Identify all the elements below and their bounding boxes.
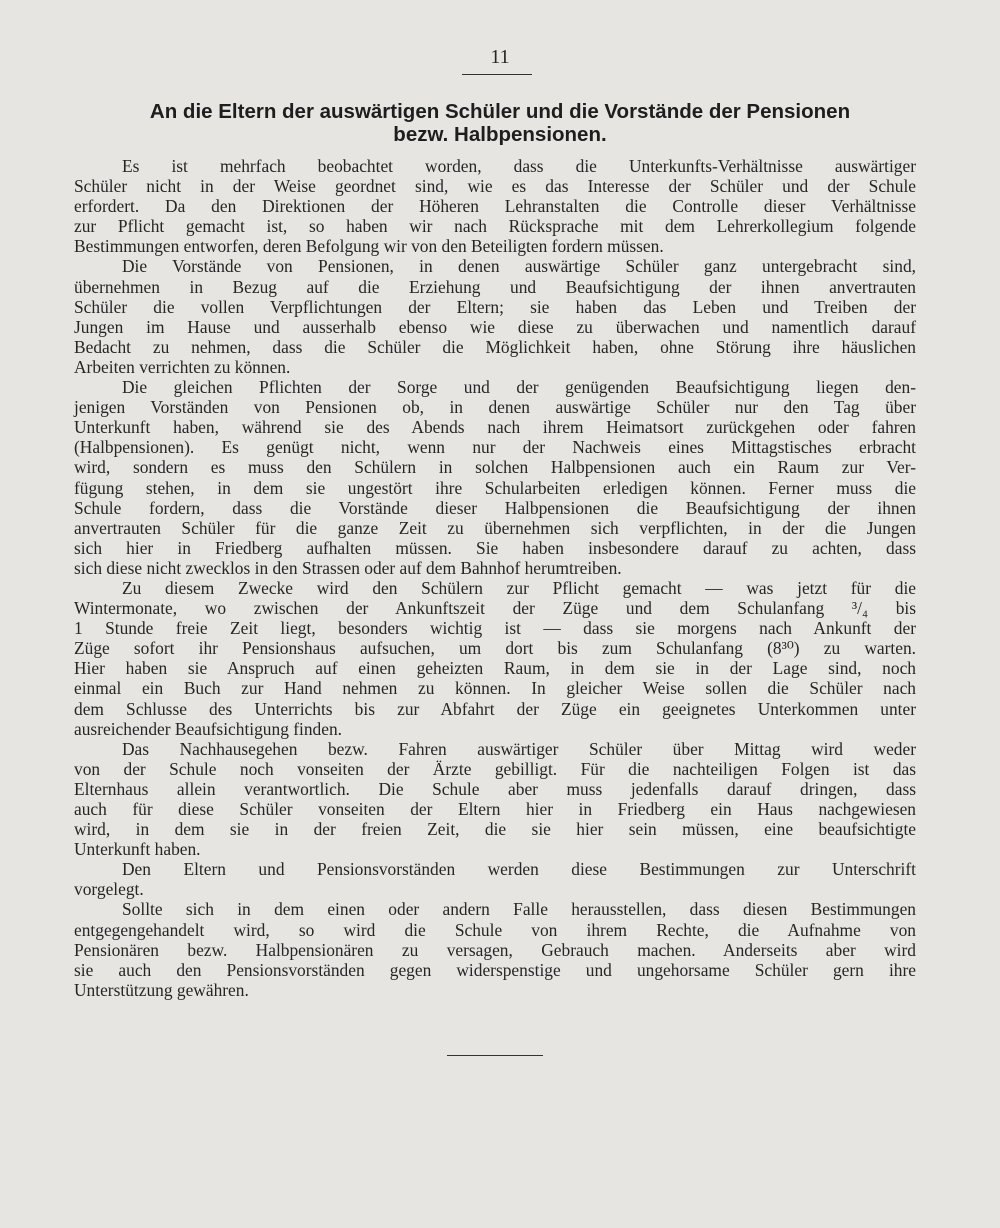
text-line: zur Pflicht gemacht ist, so haben wir nach Rücksprache mit dem Lehrerkollegium folgende — [74, 216, 916, 237]
text-line: fügung stehen, in dem sie ungestört ihre Schularbeiten erledigen können. Ferner muss die — [74, 477, 916, 498]
text-line: Bestimmungen entworfen, deren Befolgung wir von den Beteiligten fordern müssen. — [74, 236, 664, 257]
text-line: Schüler die vollen Verpflichtungen der Eltern; sie haben das Leben und Treiben der — [74, 296, 916, 317]
text-line: sich diese nicht zwecklos in den Strassen oder auf dem Bahnhof herumtreiben. — [74, 557, 622, 578]
text-line: Das Nachhausegehen bezw. Fahren auswärtiger Schüler über Mittag wird weder — [122, 738, 916, 759]
text-line: vorgelegt. — [74, 879, 144, 900]
body-text — [74, 156, 916, 1000]
text-line: Die Vorstände von Pensionen, in denen auswärtige Schüler ganz untergebracht sind, — [122, 256, 916, 277]
text-line: Die gleichen Pflichten der Sorge und der genügenden Beaufsichtigung liegen den- — [122, 377, 916, 398]
text-line: 1 Stunde freie Zeit liegt, besonders wichtig ist — dass sie morgens nach Ankunft der — [74, 618, 916, 639]
text-line: dem Schlusse des Unterrichts bis zur Abfahrt der Züge ein geeignetes Unterkommen unter — [74, 698, 916, 719]
paragraph-3 — [74, 377, 916, 578]
text-line: Elternhaus allein verantwortlich. Die Schule aber muss jedenfalls darauf dringen, dass — [74, 778, 916, 799]
text-line: Zu diesem Zwecke wird den Schülern zur Pflicht gemacht — was jetzt für die — [122, 577, 916, 598]
text-line: Arbeiten verrichten zu können. — [74, 356, 291, 377]
text-line: von der Schule noch vonseiten der Ärzte gebilligt. Für die nachteiligen Folgen ist das — [74, 758, 916, 779]
text-line: sie auch den Pensionsvorständen gegen widerspenstige und ungehorsame Schüler gern ihre — [74, 959, 916, 980]
text-line: Unterstützung gewähren. — [74, 979, 249, 1000]
text-line: Es ist mehrfach beobachtet worden, dass die Unterkunfts-Verhältnisse auswärtiger — [122, 156, 916, 176]
text-line: erfordert. Da den Direktionen der Höheren Lehranstalten die Controlle dieser Verhältnisse — [74, 196, 916, 217]
text-line: Jungen im Hause und ausserhalb ebenso wie diese zu überwachen und namentlich darauf — [74, 316, 916, 337]
text-line: Züge sofort ihr Pensionshaus aufsuchen, um dort bis zum Schulanfang (8³⁰) zu warten. — [74, 638, 916, 659]
page-title — [60, 100, 940, 146]
text-line: wird, sondern es muss den Schülern in solchen Halbpensionen auch ein Raum zur Ver- — [74, 457, 916, 478]
paragraph-5 — [74, 739, 916, 860]
text-line: Pensionären bezw. Halbpensionären zu versagen, Gebrauch machen. Anderseits aber wird — [74, 939, 916, 960]
text-line: Wintermonate, wo zwischen der Ankunftszeit der Züge und dem Schulanfang ³/₄ bis — [74, 598, 916, 619]
closing-rule — [447, 1055, 543, 1056]
text-line: jenigen Vorständen von Pensionen ob, in denen auswärtige Schüler nur den Tag über — [74, 397, 916, 418]
text-line: Unterkunft haben. — [74, 839, 201, 860]
text-line: einmal ein Buch zur Hand nehmen zu können. In gleicher Weise sollen die Schüler nach — [74, 678, 916, 699]
text-line: Den Eltern und Pensionsvorständen werden diese Bestimmungen zur Unterschrift — [122, 859, 916, 880]
paragraph-7 — [74, 899, 916, 999]
page-number-rule — [462, 74, 532, 75]
text-line: auch für diese Schüler vonseiten der Eltern hier in Friedberg ein Haus nachgewiesen — [74, 799, 916, 819]
text-line: Sollte sich in dem einen oder andern Falle herausstellen, dass diesen Bestimmungen — [122, 899, 916, 920]
text-line: Schule fordern, dass die Vorstände dieser Halbpensionen die Beaufsichtigung der ihnen — [74, 497, 916, 518]
paragraph-6 — [74, 859, 916, 899]
text-line: anvertrauten Schüler für die ganze Zeit zu übernehmen sich verpflichten, in der die Jungen — [74, 517, 916, 538]
text-line: Schüler nicht in der Weise geordnet sind, wie es das Interesse der Schüler und der Schule — [74, 176, 916, 197]
text-line: Unterkunft haben, während sie des Abends nach ihrem Heimatsort zurückgehen oder fahren — [74, 417, 916, 438]
text-line: Bedacht zu nehmen, dass die Schüler die Möglichkeit haben, ohne Störung ihre häuslichen — [74, 336, 916, 357]
page-number: 11 — [490, 46, 510, 68]
text-line: wird, in dem sie in der freien Zeit, die sie hier sein müssen, eine beaufsichtigte — [74, 819, 916, 840]
page-title-line-2: bezw. Halbpensionen. — [393, 123, 607, 146]
text-line: übernehmen in Bezug auf die Erziehung und Beaufsichtigung der ihnen anvertrauten — [74, 276, 916, 297]
paragraph-4 — [74, 578, 916, 739]
page-title-line-1: An die Eltern der auswärtigen Schüler und die Vorstände der Pensionen — [149, 100, 851, 123]
paragraph-2 — [74, 256, 916, 377]
text-line: entgegengehandelt wird, so wird die Schule von ihrem Rechte, die Aufnahme von — [74, 919, 916, 940]
text-line: (Halbpensionen). Es genügt nicht, wenn nur der Nachweis eines Mittagstisches erbracht — [74, 437, 916, 458]
text-line: Hier haben sie Anspruch auf einen geheizten Raum, in dem sie in der Lage sind, noch — [74, 658, 916, 679]
paragraph-1 — [74, 156, 916, 256]
text-line: sich hier in Friedberg aufhalten müssen. Sie haben insbesondere darauf zu achten, dass — [74, 537, 916, 558]
text-line: ausreichender Beaufsichtigung finden. — [74, 718, 343, 739]
